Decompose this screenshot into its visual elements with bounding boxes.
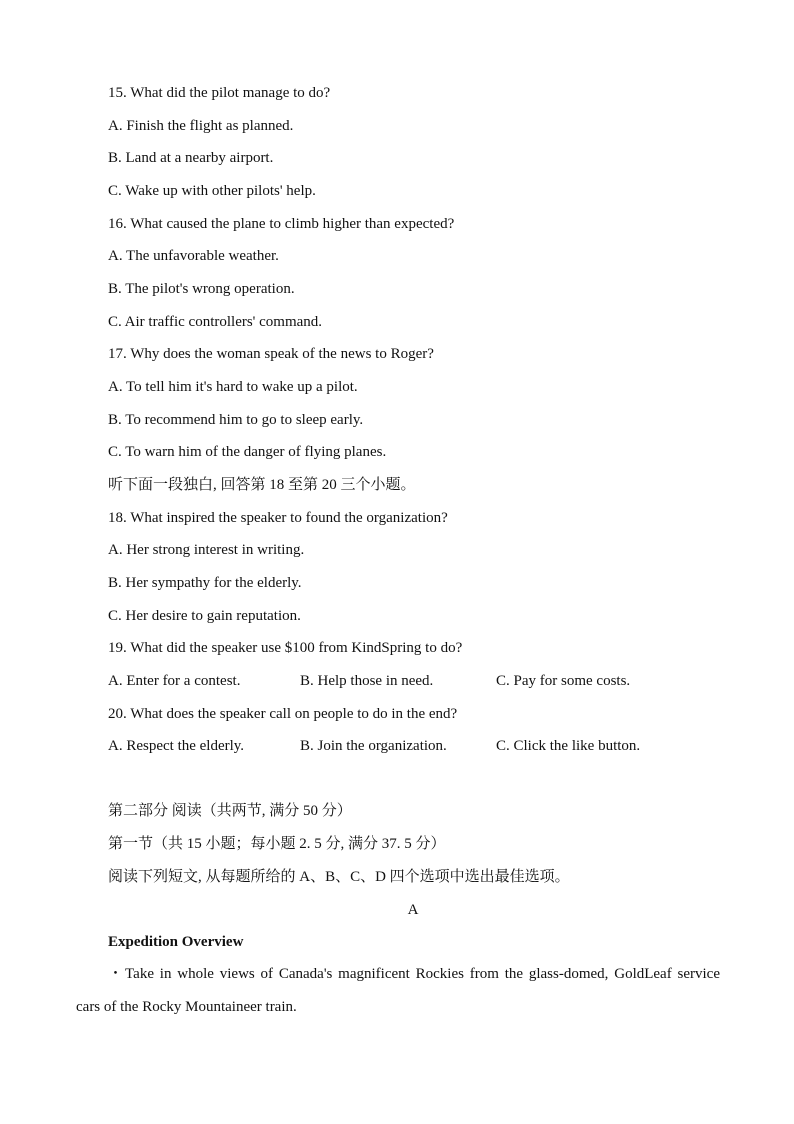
q19-option-c: C. Pay for some costs. xyxy=(496,673,631,689)
q16-option-b: B. The pilot's wrong operation. xyxy=(108,281,295,297)
q16-option-c: C. Air traffic controllers' command. xyxy=(108,314,323,330)
q20-option-b: B. Join the organization. xyxy=(300,738,447,754)
q17-option-c: C. To warn him of the danger of flying planes. xyxy=(108,444,387,460)
q17-option-b: B. To recommend him to go to sleep early. xyxy=(108,412,364,428)
q19-option-b: B. Help those in need. xyxy=(300,673,434,689)
q15-question: 15. What did the pilot manage to do? xyxy=(108,85,331,101)
section1-heading: 第一节（共 15 小题；每小题 2. 5 分, 满分 37. 5 分） xyxy=(108,836,446,852)
q18-question: 18. What inspired the speaker to found the organization? xyxy=(108,510,448,526)
q16-option-a: A. The unfavorable weather. xyxy=(108,248,279,264)
q18-option-a: A. Her strong interest in writing. xyxy=(108,542,305,558)
passage-letter: A xyxy=(407,902,419,918)
q18-option-c: C. Her desire to gain reputation. xyxy=(108,608,301,624)
q17-option-a: A. To tell him it's hard to wake up a pilot. xyxy=(108,379,358,395)
passage-bullet-1: ・Take in whole views of Canada's magnificent Rockies from the glass-domed, GoldLeaf service cars of the Rocky Mountaineer train. xyxy=(76,966,720,1015)
monologue-instruction: 听下面一段独白, 回答第 18 至第 20 三个小题。 xyxy=(108,477,416,493)
q15-option-b: B. Land at a nearby airport. xyxy=(108,150,274,166)
q19-question: 19. What did the speaker use $100 from KindSpring to do? xyxy=(108,640,463,656)
q18-option-b: B. Her sympathy for the elderly. xyxy=(108,575,302,591)
q15-option-a: A. Finish the flight as planned. xyxy=(108,118,294,134)
q20-option-a: A. Respect the elderly. xyxy=(108,738,245,754)
reading-instruction: 阅读下列短文, 从每题所给的 A、B、C、D 四个选项中选出最佳选项。 xyxy=(108,869,570,885)
q19-option-a: A. Enter for a contest. xyxy=(108,673,241,689)
q20-question: 20. What does the speaker call on people to do in the end? xyxy=(108,706,458,722)
passage-title: Expedition Overview xyxy=(108,934,244,950)
part2-title: 第二部分 阅读（共两节, 满分 50 分） xyxy=(108,803,352,819)
q15-option-c: C. Wake up with other pilots' help. xyxy=(108,183,316,199)
q20-option-c: C. Click the like button. xyxy=(496,738,641,754)
q17-question: 17. Why does the woman speak of the news to Roger? xyxy=(108,346,434,362)
q16-question: 16. What caused the plane to climb higher than expected? xyxy=(108,216,455,232)
